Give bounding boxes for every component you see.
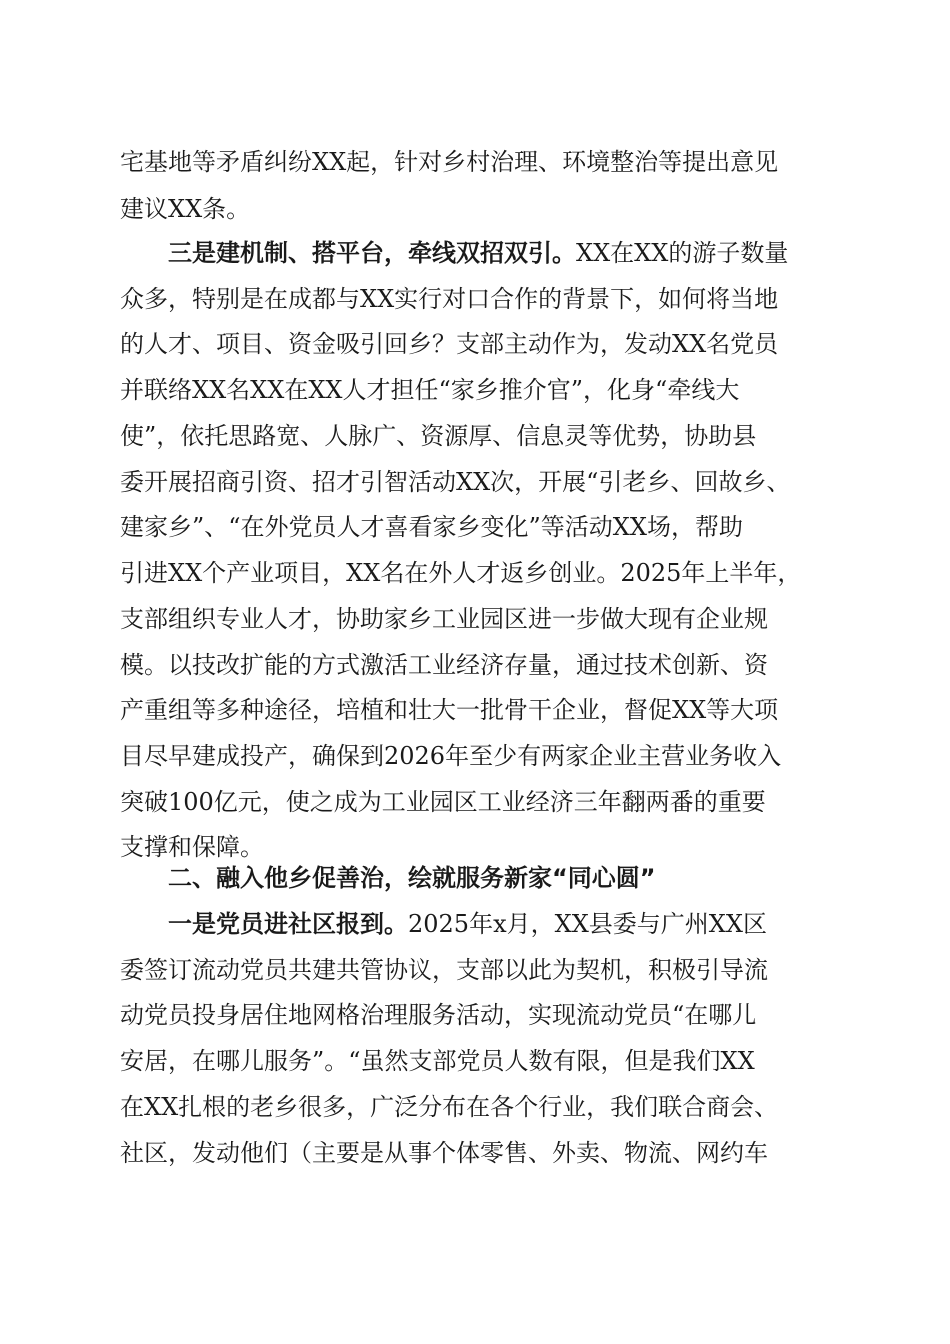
para2-first-line-rest: XX在XX的游子数量 [576,239,789,267]
para3-line-5: 在XX扎根的老乡很多，广泛分布在各个行业，我们联合商会、 [120,1093,779,1121]
para3-first-line-rest: 2025年x月，XX县委与广州XX区 [408,910,767,938]
para1-line-2: 建议XX条。 [120,195,251,223]
para3-line-1 [168,909,840,939]
para2-line-10: 模。以技改扩能的方式激活工业经济存量，通过技术创新、资 [120,651,768,679]
para2-line-1 [168,238,840,268]
para3-lead: 一是党员进社区报到。 [168,910,408,938]
para3-line-4: 安居，在哪儿服务”。“虽然支部党员人数有限，但是我们XX [120,1047,755,1075]
para2-line-2: 众多，特别是在成都与XX实行对口合作的背景下，如何将当地 [120,285,779,313]
para2-lead: 三是建机制、搭平台，牵线双招双引。 [168,239,576,267]
para2-line-5: 使”，依托思路宽、人脉广、资源厚、信息灵等优势，协助县 [120,422,757,450]
para2-line-7: 建家乡”、“在外党员人才喜看家乡变化”等活动XX场，帮助 [120,513,743,541]
para2-line-14: 支撑和保障。 [120,833,264,861]
para2-line-6: 委开展招商引资、招才引智活动XX次，开展“引老乡、回故乡、 [120,468,791,496]
para2-line-8: 引进XX个产业项目，XX名在外人才返乡创业。2025年上半年， [120,559,802,587]
para3-line-6: 社区，发动他们（主要是从事个体零售、外卖、物流、网约车 [120,1139,768,1167]
para2-line-9: 支部组织专业人才，协助家乡工业园区进一步做大现有企业规 [120,605,768,633]
para2-line-13: 突破100亿元，使之成为工业园区工业经济三年翻两番的重要 [120,788,766,816]
para2-line-11: 产重组等多种途径，培植和壮大一批骨干企业，督促XX等大项 [120,696,779,724]
para2-line-12: 目尽早建成投产，确保到2026年至少有两家企业主营业务收入 [120,742,782,770]
para3-line-3: 动党员投身居住地网格治理服务活动，实现流动党员“在哪儿 [120,1001,757,1029]
para2-line-4: 并联络XX名XX在XX人才担任“家乡推介官”，化身“牵线大 [120,376,740,404]
para2-line-3: 的人才、项目、资金吸引回乡？支部主动作为，发动XX名党员 [120,330,779,358]
para1-line-1: 宅基地等矛盾纠纷XX起，针对乡村治理、环境整治等提出意见 [120,148,779,176]
para3-line-2: 委签订流动党员共建共管协议，支部以此为契机，积极引导流 [120,956,768,984]
section-heading-2: 二、融入他乡促善治，绘就服务新家“同心圆” [168,864,656,892]
